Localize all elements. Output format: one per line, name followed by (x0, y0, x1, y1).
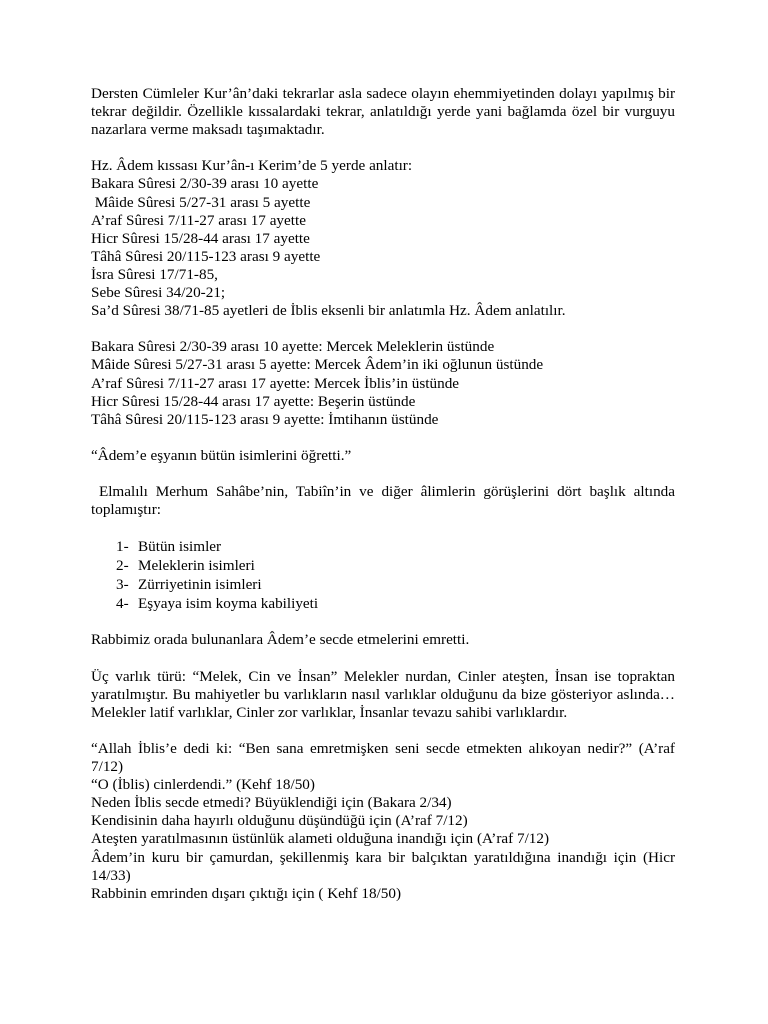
list-item (91, 594, 675, 613)
quote-line: “Âdem’e eşyanın bütün isimlerini öğretti.” (91, 446, 352, 464)
list-number: 2- (116, 557, 129, 575)
text-line: A’raf Sûresi 7/11-27 arası 17 ayette: Mercek İblis’in üstünde (91, 374, 460, 392)
list-number: 1- (116, 538, 129, 556)
list-number: 4- (116, 595, 129, 613)
text-line: Hicr Sûresi 15/28-44 arası 17 ayette (91, 229, 310, 247)
spacer (91, 613, 675, 631)
spacer (91, 139, 675, 157)
text-line: Hicr Sûresi 15/28-44 arası 17 ayette: Beşerin üstünde (91, 392, 416, 410)
text-line: Mâide Sûresi 5/27-31 arası 5 ayette: Mercek Âdem’in iki oğlunun üstünde (91, 356, 544, 374)
text-line: Ateşten yaratılmasının üstünlük alameti olduğuna inandığı için (A’raf 7/12) (91, 830, 550, 848)
spacer (91, 429, 675, 447)
intro-paragraph: Dersten Cümleler Kur’ân’daki tekrarlar asla sadece olayın ehemmiyetinden dolayı yapılmış bir tekrar değildir. Özellikle kıssalardaki tekrar, anlatıldığı yerde yani bağlamda özel bir vurguyu nazarlara verme maksadı taşımaktadır. (91, 85, 675, 139)
numbered-list (91, 537, 675, 613)
text-line: Kendisinin daha hayırlı olduğunu düşündüğü için (A’raf 7/12) (91, 812, 468, 830)
focus-list (91, 338, 675, 428)
iblis-section (91, 740, 675, 903)
list-item-text: Meleklerin isimleri (138, 557, 255, 575)
list-item-text: Bütün isimler (138, 538, 222, 556)
text-line: Hz. Âdem kıssası Kur’ân-ı Kerim’de 5 yerde anlatır: (91, 157, 413, 175)
adem-story-locations (91, 157, 675, 320)
text-line: Sa’d Sûresi 38/71-85 ayetleri de İblis eksenli bir anlatımla Hz. Âdem anlatılır. (91, 302, 566, 320)
text-line: Âdem’in kuru bir çamurdan, şekillenmiş kara bir balçıktan yaratıldığına inandığı için (Hicr 14/33) (91, 848, 675, 884)
document-page (91, 85, 679, 903)
text-line: Neden İblis secde etmedi? Büyüklendiği için (Bakara 2/34) (91, 794, 452, 812)
text-line: İsra Sûresi 17/71-85, (91, 265, 218, 283)
list-number: 3- (116, 576, 129, 594)
spacer (91, 320, 675, 338)
list-item-text: Eşyaya isim koyma kabiliyeti (138, 595, 319, 613)
text-line: Tâhâ Sûresi 20/115-123 arası 9 ayette (91, 247, 321, 265)
spacer (91, 722, 675, 740)
list-item (91, 575, 675, 594)
text-line: Sebe Sûresi 34/20-21; (91, 284, 226, 302)
list-item (91, 556, 675, 575)
text-line: Rabbinin emrinden dışarı çıktığı için ( Kehf 18/50) (91, 884, 402, 902)
text-line: “Allah İblis’e dedi ki: “Ben sana emretmişken seni secde etmekten alıkoyan nedir?” (A’raf 7/12) (91, 740, 675, 776)
text-line: “O (İblis) cinlerdendi.” (Kehf 18/50) (91, 776, 315, 794)
spacer (91, 465, 675, 483)
spacer (91, 519, 675, 537)
three-beings-paragraph: Üç varlık türü: “Melek, Cin ve İnsan” Melekler nurdan, Cinler ateşten, İnsan ise topraktan yaratılmıştır. Bu mahiyetler bu varlıkların nasıl varlıklar olduğunu da bize gösteriyor aslında… Melekler latif varlıklar, Cinler zor varlıklar, İnsanlar tevazu sahibi varlıklardır. (91, 667, 675, 721)
text-line: A’raf Sûresi 7/11-27 arası 17 ayette (91, 211, 306, 229)
text-line: Mâide Sûresi 5/27-31 arası 5 ayette (91, 193, 311, 211)
spacer (91, 650, 675, 668)
text-line: Bakara Sûresi 2/30-39 arası 10 ayette (91, 175, 319, 193)
elmalili-paragraph: Elmalılı Merhum Sahâbe’nin, Tabiîn’in ve diğer âlimlerin görüşlerini dört başlık altında toplamıştır: (91, 483, 679, 519)
text-line: Bakara Sûresi 2/30-39 arası 10 ayette: Mercek Meleklerin üstünde (91, 338, 495, 356)
list-item (91, 537, 675, 556)
secde-paragraph: Rabbimiz orada bulunanlara Âdem’e secde etmelerini emretti. (91, 631, 470, 649)
text-line: Tâhâ Sûresi 20/115-123 arası 9 ayette: İmtihanın üstünde (91, 410, 439, 428)
list-item-text: Zürriyetinin isimleri (138, 576, 262, 594)
